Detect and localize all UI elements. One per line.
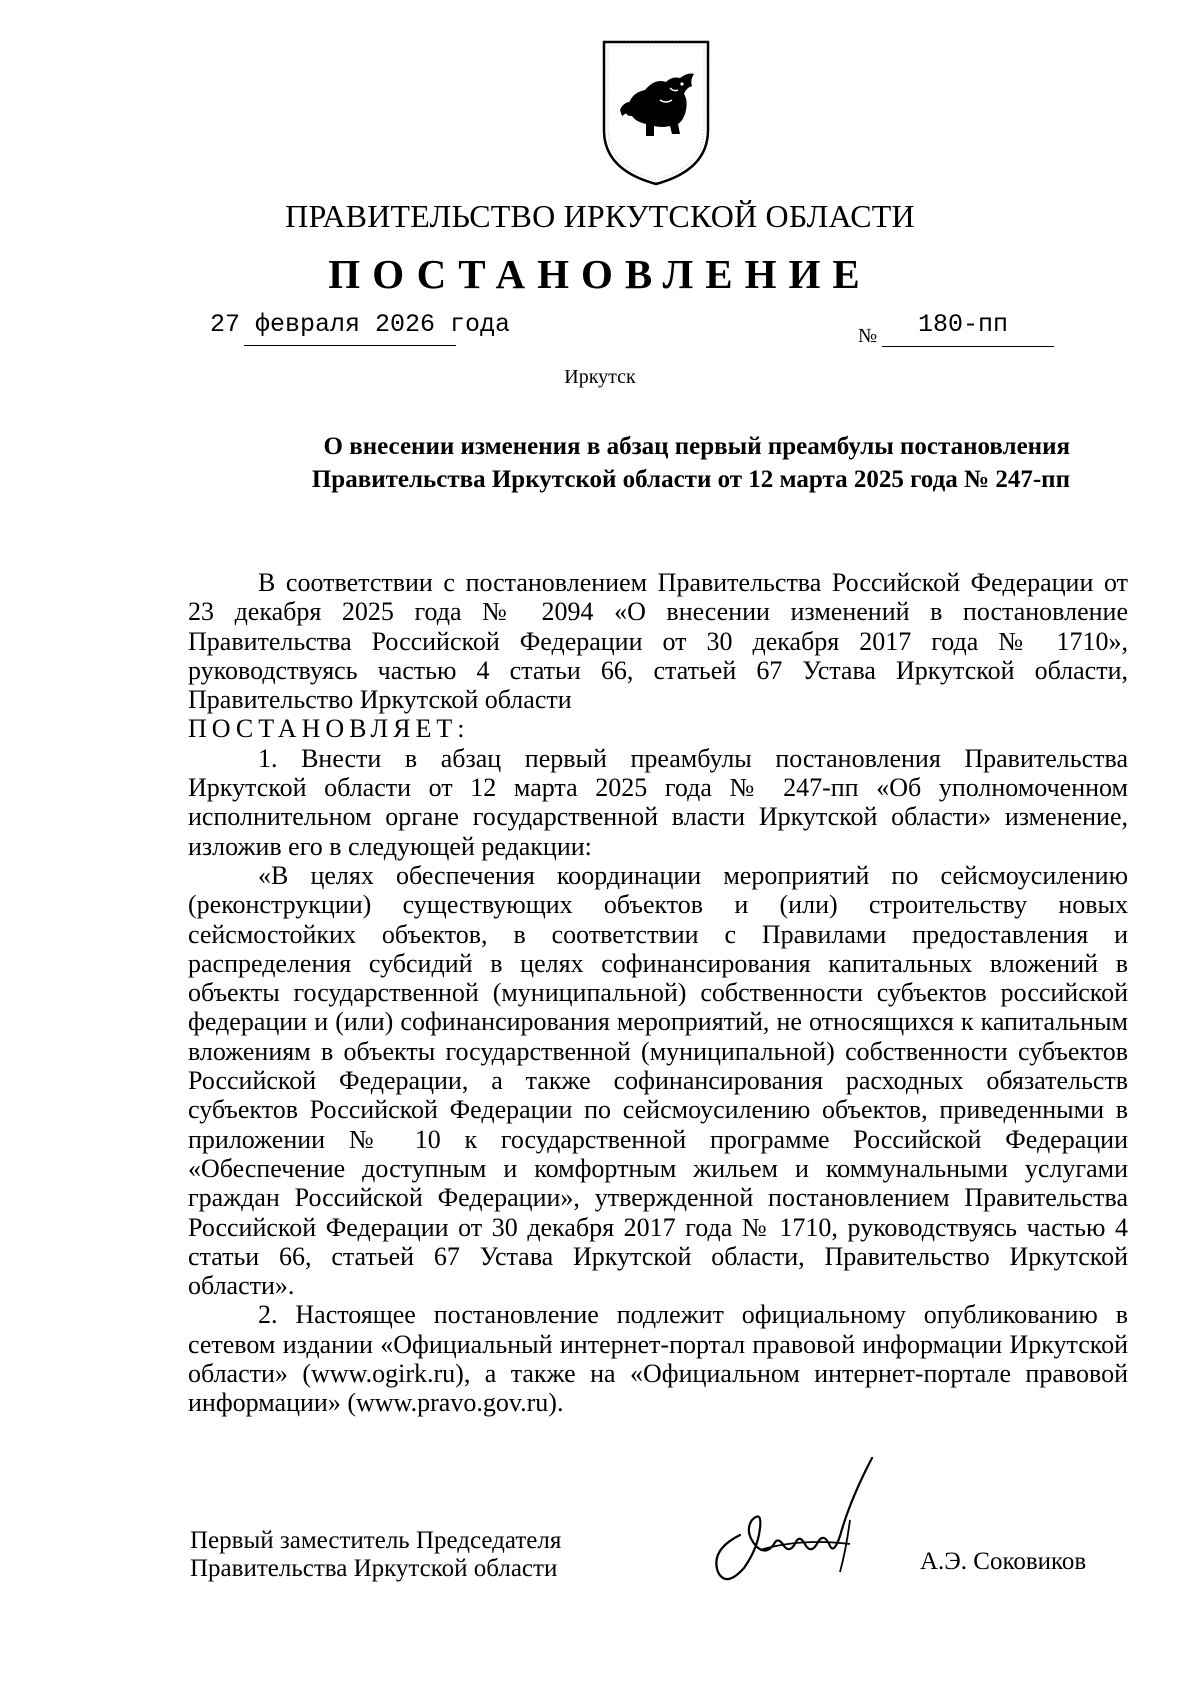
heading-line-1: О внесении изменения в абзац первый преамбулы постановления [323, 433, 1070, 460]
quoted-paragraph: «В целях обеспечения координации мероприятий по сейсмоусилению (реконструкции) существующих объектов и (или) строительству новых сейсмостойких объектов, в соответствии с Правилами предоставления и распределения субсидий в целях софинансирования капитальных вложений в объекты государственной (муниципальной) собственности субъектов российской федерации и (или) софинансирования мероприятий, не относящихся к капитальным вложениям в объекты государственной (муниципальной) собственности субъектов Российской Федерации, а также софинансирования расходных обязательств субъектов Российской Федерации по сейсмоусилению объектов, приведенными в приложении № 10 к государственной программе Российской Федерации «Обеспечение доступным и комфортным жильем и коммунальными услугами граждан Российской Федерации», утвержденной постановлением Правительства Российской Федерации от 30 декабря 2017 года № 1710, руководствуясь частью 4 статьи 66, статьей 67 Устава Иркутской области, Правительство Иркутской области». [188, 860, 1128, 1301]
signer-position [190, 1527, 561, 1583]
document-type: ПОСТАНОВЛЕНИЕ [328, 251, 872, 297]
document-number: 180-пп [918, 310, 1009, 339]
number-underline [882, 346, 1054, 347]
item-2-paragraph: 2. Настоящее постановление подлежит официальному опубликованию в сетевом издании «Официальный интернет-портал правовой информации Иркутской области» (www.ogirk.ru), а также на «Официальном интернет-портале правовой информации» (www.pravo.gov.ru). [188, 1300, 1128, 1418]
heading-line-2: Правительства Иркутской области от 12 марта 2025 года № 247-пп [311, 466, 1070, 493]
item-1-paragraph: 1. Внести в абзац первый преамбулы постановления Правительства Иркутской области от 12 марта 2025 года № 247-пп «Об уполномоченном исполнительном органе государственной власти Иркутской области» изменение, изложив его в следующей редакции: [188, 743, 1128, 861]
intro-paragraph: В соответствии с постановлением Правительства Российской Федерации от 23 декабря 2025 года № 2094 «О внесении изменений в постановление Правительства Российской Федерации от 30 декабря 2017 года № 1710», руководствуясь частью 4 статьи 66, статьей 67 Устава Иркутской области, Правительство Иркутской области [188, 568, 1128, 715]
date-underline [244, 345, 456, 346]
coat-of-arms-icon [600, 38, 712, 188]
handwritten-signature [700, 1450, 900, 1590]
document-body [188, 568, 1128, 1418]
city-name: Иркутск [564, 366, 636, 388]
document-date: 27 февраля 2026 года [210, 310, 511, 339]
document-heading [180, 430, 1070, 496]
decree-word: ПОСТАНОВЛЯЕТ: [188, 714, 470, 744]
number-sign: № [858, 325, 878, 347]
government-title: ПРАВИТЕЛЬСТВО ИРКУТСКОЙ ОБЛАСТИ [285, 198, 915, 234]
signer-position-line-1: Первый заместитель Председателя [190, 1527, 562, 1554]
signer-name: А.Э. Соковиков [920, 1548, 1087, 1575]
signer-position-line-2: Правительства Иркутской области [190, 1555, 558, 1582]
